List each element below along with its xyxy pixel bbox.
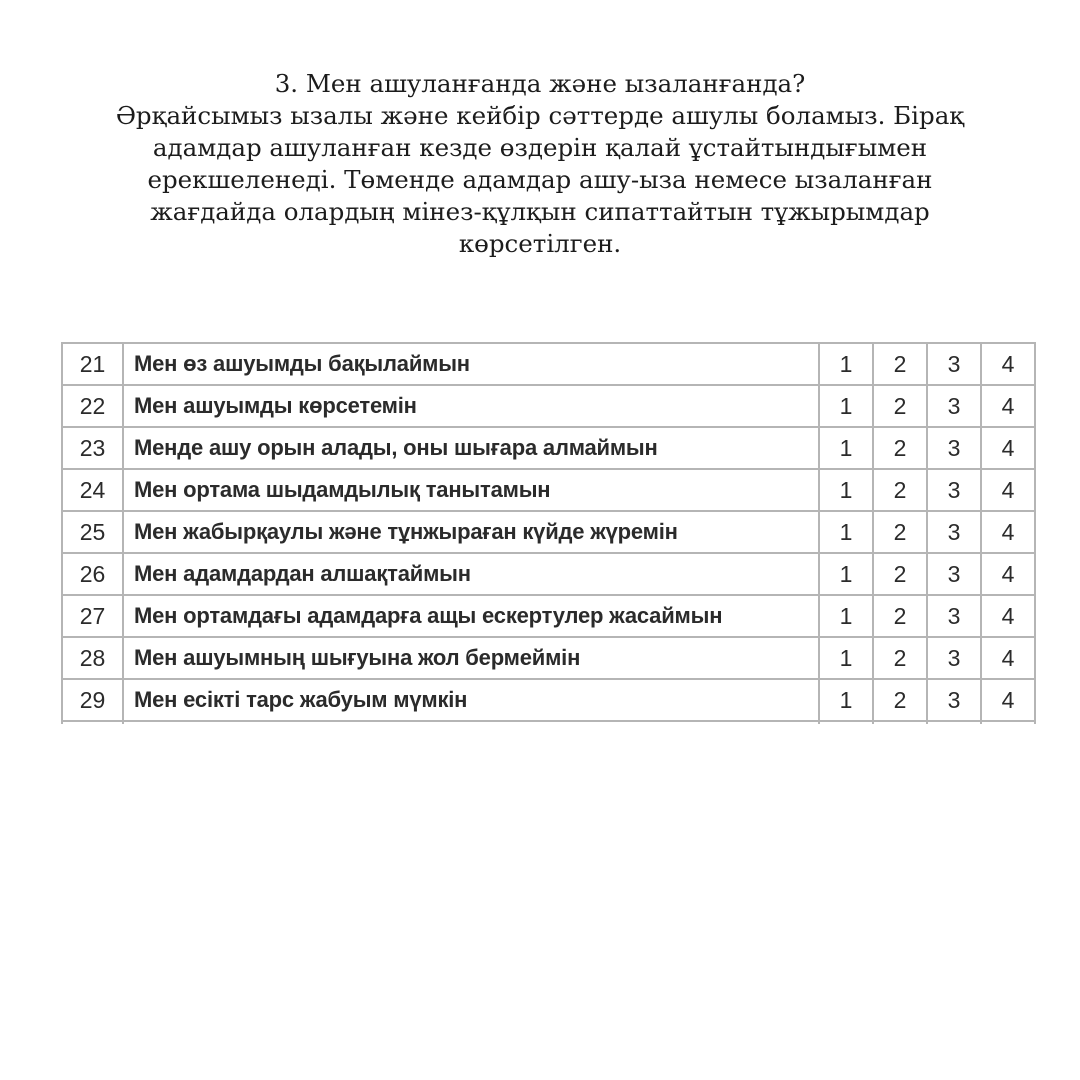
item-statement: Мен есікті тарс жабуым мүмкін (123, 679, 819, 721)
item-statement: Мен ашуымның шығуына жол бермеймін (123, 637, 819, 679)
item-number: 24 (62, 469, 123, 511)
table-continuation (62, 721, 1035, 724)
rating-option-4[interactable]: 4 (981, 385, 1035, 427)
rating-option-2[interactable]: 2 (873, 637, 927, 679)
item-statement: Мен өз ашуымды бақылаймын (123, 343, 819, 385)
continuation-cell (62, 721, 123, 724)
item-statement: Мен ашуымды көрсетемін (123, 385, 819, 427)
heading-line: жағдайда олардың мінез-құлқын сипаттайтын тұжырымдар (150, 197, 930, 226)
item-number: 26 (62, 553, 123, 595)
heading-line: көрсетілген. (458, 229, 622, 258)
heading-line: адамдар ашуланған кезде өздерін қалай ұстайтындығымен (152, 133, 928, 162)
rating-option-4[interactable]: 4 (981, 679, 1035, 721)
rating-option-1[interactable]: 1 (819, 511, 873, 553)
rating-option-2[interactable]: 2 (873, 511, 927, 553)
rating-option-3[interactable]: 3 (927, 511, 981, 553)
rating-option-3[interactable]: 3 (927, 385, 981, 427)
questionnaire-table (61, 342, 1036, 724)
item-statement: Мен жабырқаулы және тұнжыраған күйде жүремін (123, 511, 819, 553)
rating-option-4[interactable]: 4 (981, 553, 1035, 595)
item-number: 22 (62, 385, 123, 427)
rating-option-1[interactable]: 1 (819, 679, 873, 721)
rating-option-2[interactable]: 2 (873, 469, 927, 511)
table-row (62, 469, 1035, 511)
item-number: 21 (62, 343, 123, 385)
table-row (62, 511, 1035, 553)
item-statement: Мен ортама шыдамдылық танытамын (123, 469, 819, 511)
rating-option-4[interactable]: 4 (981, 343, 1035, 385)
heading-line: Әрқайсымыз ызалы және кейбір сәттерде ашулы боламыз. Бірақ (115, 101, 965, 130)
table-row (62, 595, 1035, 637)
rating-option-2[interactable]: 2 (873, 385, 927, 427)
rating-option-1[interactable]: 1 (819, 427, 873, 469)
item-number: 23 (62, 427, 123, 469)
rating-option-4[interactable]: 4 (981, 469, 1035, 511)
rating-option-1[interactable]: 1 (819, 553, 873, 595)
rating-option-2[interactable]: 2 (873, 553, 927, 595)
rating-option-4[interactable]: 4 (981, 427, 1035, 469)
item-number: 27 (62, 595, 123, 637)
rating-option-3[interactable]: 3 (927, 637, 981, 679)
table-row (62, 553, 1035, 595)
heading-title: 3. Мен ашуланғанда және ызаланғанда? (274, 69, 806, 98)
rating-option-1[interactable]: 1 (819, 343, 873, 385)
rating-option-3[interactable]: 3 (927, 427, 981, 469)
rating-option-4[interactable]: 4 (981, 595, 1035, 637)
question-heading (60, 68, 1020, 260)
rating-option-3[interactable]: 3 (927, 595, 981, 637)
continuation-cell (927, 721, 981, 724)
item-statement: Мен адамдардан алшақтаймын (123, 553, 819, 595)
table-row (62, 427, 1035, 469)
rating-option-2[interactable]: 2 (873, 343, 927, 385)
item-number: 25 (62, 511, 123, 553)
item-number: 29 (62, 679, 123, 721)
rating-option-1[interactable]: 1 (819, 637, 873, 679)
rating-option-1[interactable]: 1 (819, 595, 873, 637)
rating-option-4[interactable]: 4 (981, 511, 1035, 553)
rating-option-3[interactable]: 3 (927, 469, 981, 511)
table-row (62, 679, 1035, 721)
continuation-cell (873, 721, 927, 724)
rating-option-3[interactable]: 3 (927, 553, 981, 595)
continuation-cell (819, 721, 873, 724)
rating-option-2[interactable]: 2 (873, 595, 927, 637)
continuation-cell (123, 721, 819, 724)
table-row (62, 637, 1035, 679)
item-statement: Мен ортамдағы адамдарға ащы ескертулер жасаймын (123, 595, 819, 637)
heading-line: ерекшеленеді. Төменде адамдар ашу-ыза немесе ызаланған (147, 165, 933, 194)
rating-option-3[interactable]: 3 (927, 679, 981, 721)
table-row (62, 385, 1035, 427)
rating-option-4[interactable]: 4 (981, 637, 1035, 679)
item-number: 28 (62, 637, 123, 679)
table-row (62, 343, 1035, 385)
rating-option-2[interactable]: 2 (873, 679, 927, 721)
continuation-cell (981, 721, 1035, 724)
rating-option-3[interactable]: 3 (927, 343, 981, 385)
rating-option-1[interactable]: 1 (819, 469, 873, 511)
rating-option-1[interactable]: 1 (819, 385, 873, 427)
item-statement: Менде ашу орын алады, оны шығара алмаймын (123, 427, 819, 469)
rating-option-2[interactable]: 2 (873, 427, 927, 469)
